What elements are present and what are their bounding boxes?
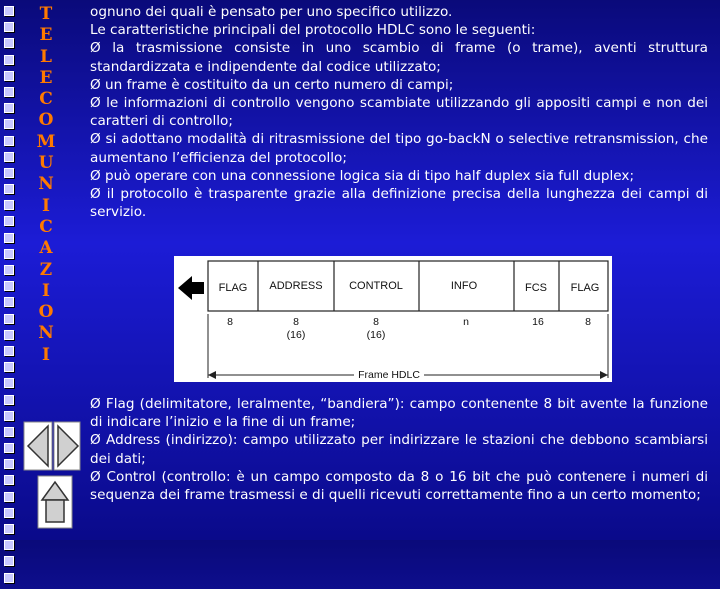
title-letter: N bbox=[38, 323, 54, 344]
field-label: FLAG bbox=[570, 282, 600, 294]
field-label: ADDRESS bbox=[269, 280, 323, 292]
field-bits: 8 bbox=[227, 316, 233, 328]
title-letter: I bbox=[42, 280, 50, 301]
field-bits: 16 bbox=[532, 316, 544, 328]
vertical-title bbox=[30, 4, 62, 366]
bullet-item: Ø Control (controllo: è un campo composto da 8 o 16 bit che può contenere i numeri di sequenza dei frame trasmessi e di quelli ricevuti correttamente fino a un certo momento; bbox=[90, 468, 708, 504]
intro-text bbox=[90, 3, 708, 221]
title-letter: I bbox=[42, 344, 50, 365]
bullet-item: Ø si adottano modalità di ritrasmissione del tipo go-backN o selective retransmission, che aumentano l’efficienza del protocollo; bbox=[90, 131, 708, 166]
bullet-item: Ø un frame è costituito da un certo numero di campi; bbox=[90, 76, 454, 93]
title-letter: C bbox=[39, 89, 53, 110]
text-paragraph: Le caratteristiche principali del protocollo HDLC sono le seguenti: bbox=[90, 22, 536, 39]
title-letter: A bbox=[39, 238, 53, 259]
title-letter: L bbox=[40, 46, 52, 67]
title-letter: T bbox=[39, 4, 53, 24]
title-letter: O bbox=[38, 302, 54, 323]
slide-navigation bbox=[22, 420, 82, 530]
field-label: INFO bbox=[450, 280, 478, 292]
title-letter: C bbox=[39, 216, 53, 237]
bullet-item: Ø Address (indirizzo): campo utilizzato per indirizzare le stazioni che debbono scambiarsi dei dati; bbox=[90, 432, 708, 467]
left-sidebar bbox=[0, 0, 82, 540]
home-icon bbox=[46, 500, 64, 522]
bullet-item: Ø può operare con una connessione logica sia di tipo half duplex sia full duplex; bbox=[90, 167, 635, 184]
title-letter: I bbox=[42, 195, 50, 216]
field-bits: 8 bbox=[293, 316, 299, 328]
bullet-item: Ø il protocollo è trasparente grazie alla definizione precisa della lunghezza dei campi di servizio. bbox=[90, 186, 708, 221]
field-bits: n bbox=[463, 316, 469, 328]
title-letter: U bbox=[38, 153, 54, 174]
frame-diagram-svg bbox=[174, 256, 612, 382]
field-label: CONTROL bbox=[349, 280, 403, 292]
home-button[interactable] bbox=[38, 476, 72, 528]
bullet-item: Ø Flag (delimitatore, leralmente, “bandiera”): campo contenente 8 bit avente la funzione di indicare l’inizio e la fine di un frame; bbox=[90, 396, 708, 431]
title-letter: O bbox=[38, 110, 54, 131]
title-letter: N bbox=[38, 174, 54, 195]
nav-buttons-graphic bbox=[22, 420, 82, 530]
field-bits: 8 bbox=[585, 316, 591, 328]
title-letter: E bbox=[39, 67, 53, 88]
title-letter: E bbox=[39, 25, 53, 46]
hdlc-frame-diagram bbox=[174, 256, 612, 382]
field-label: FCS bbox=[525, 282, 547, 294]
title-letter: M bbox=[36, 131, 56, 152]
bullet-item: Ø la trasmissione consiste in uno scambio di frame (o trame), aventi struttura standardizzata e indipendente dal codice utilizzato; bbox=[90, 40, 708, 75]
text-paragraph: ognuno dei quali è pensato per uno specifico utilizzo. bbox=[90, 4, 453, 20]
frame-caption: Frame HDLC bbox=[358, 369, 420, 381]
frame-box bbox=[208, 261, 608, 311]
decorative-squares bbox=[4, 6, 16, 589]
field-bits-alt: (16) bbox=[366, 329, 386, 341]
bullet-item: Ø le informazioni di controllo vengono scambiate utilizzando gli appositi campi e non dei caratteri di controllo; bbox=[90, 95, 708, 130]
field-bits: 8 bbox=[373, 316, 379, 328]
direction-arrow-icon bbox=[178, 276, 204, 300]
field-bits-alt: (16) bbox=[286, 329, 306, 341]
next-slide-button[interactable] bbox=[54, 422, 80, 470]
prev-slide-button[interactable] bbox=[24, 422, 52, 470]
field-descriptions bbox=[90, 395, 708, 504]
field-label: FLAG bbox=[218, 282, 248, 294]
title-letter: Z bbox=[39, 259, 53, 280]
